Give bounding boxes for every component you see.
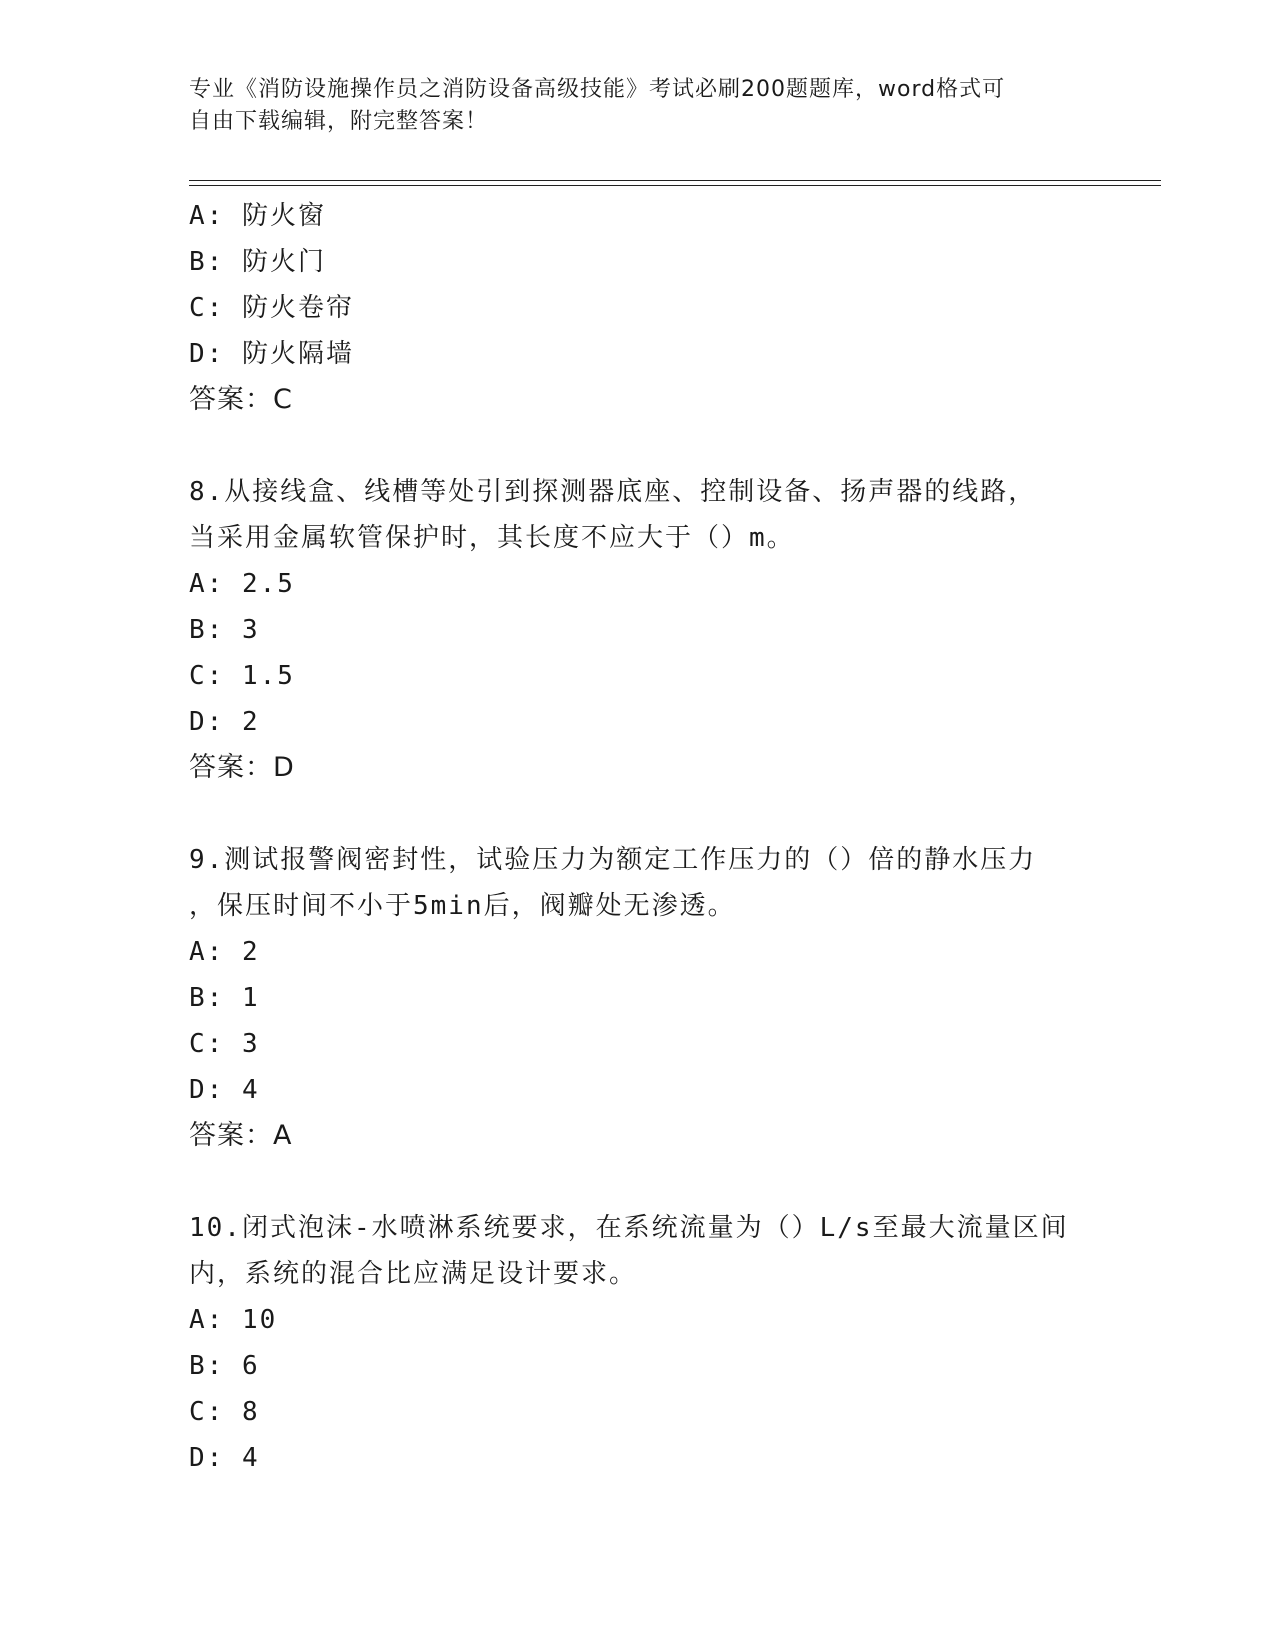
option-d: D: 4 [189, 1443, 260, 1473]
option-d: D: 4 [189, 1075, 260, 1105]
question-10 [189, 1205, 1149, 1481]
option-c: C: 3 [189, 1029, 260, 1059]
question-stem-line-2: 内，系统的混合比应满足设计要求。 [189, 1259, 638, 1289]
question-stem-line-1: 8.从接线盒、线槽等处引到探测器底座、控制设备、扬声器的线路， [189, 477, 1037, 507]
answer: 答案：C [189, 384, 293, 415]
option-b: B: 1 [189, 983, 260, 1013]
option-b: B: 防火门 [189, 247, 326, 277]
option-c: C: 防火卷帘 [189, 293, 354, 323]
answer: 答案：D [189, 752, 295, 783]
option-a: A: 防火窗 [189, 201, 326, 231]
option-a: A: 2 [189, 937, 260, 967]
question-stem-line-2: 当采用金属软管保护时，其长度不应大于（）m。 [189, 523, 795, 553]
option-c: C: 1.5 [189, 661, 295, 691]
header-rule-bottom [189, 185, 1161, 186]
option-d: D: 2 [189, 707, 260, 737]
question-8 [189, 469, 1149, 791]
question-stem-line-1: 9.测试报警阀密封性，试验压力为额定工作压力的（）倍的静水压力 [189, 845, 1037, 875]
option-a: A: 10 [189, 1305, 278, 1335]
spacer [189, 791, 1149, 837]
option-d: D: 防火隔墙 [189, 339, 354, 369]
option-b: B: 3 [189, 615, 260, 645]
spacer [189, 423, 1149, 469]
header-rule-top [189, 180, 1161, 181]
header-line-1: 专业《消防设施操作员之消防设备高级技能》考试必刷200题题库，word格式可 [189, 77, 1006, 102]
question-7 [189, 193, 1149, 423]
spacer [189, 1159, 1149, 1205]
question-list [189, 193, 1149, 1481]
question-stem-line-1: 10.闭式泡沫-水喷淋系统要求，在系统流量为（）L/s至最大流量区间 [189, 1213, 1069, 1243]
document-header [189, 74, 1089, 138]
answer: 答案：A [189, 1120, 293, 1151]
header-line-2: 自由下载编辑，附完整答案！ [189, 109, 489, 134]
question-9 [189, 837, 1149, 1159]
question-stem-line-2: ，保压时间不小于5min后，阀瓣处无渗透。 [189, 891, 736, 921]
option-b: B: 6 [189, 1351, 260, 1381]
option-c: C: 8 [189, 1397, 260, 1427]
option-a: A: 2.5 [189, 569, 295, 599]
